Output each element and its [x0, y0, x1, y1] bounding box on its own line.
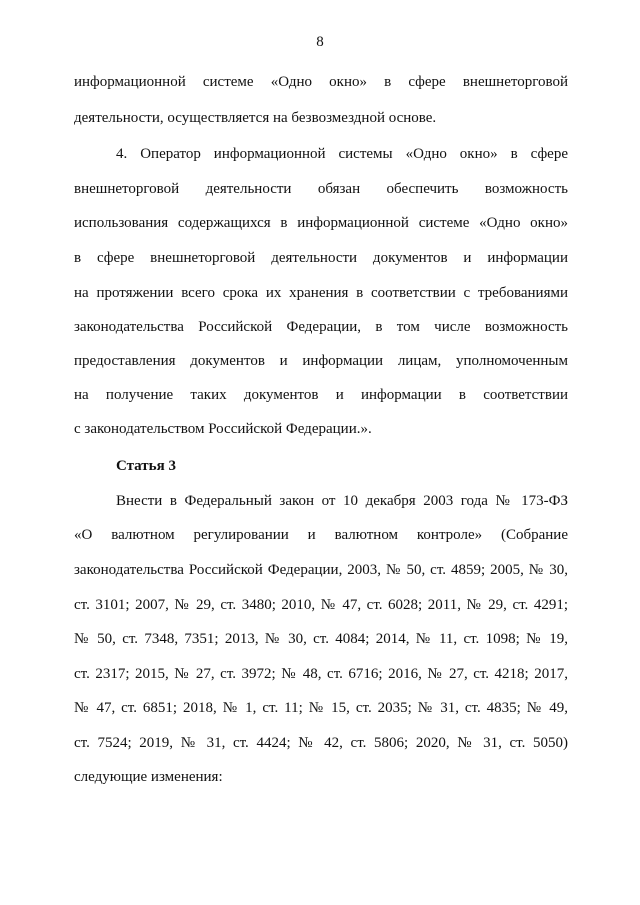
text-line: внешнеторговой деятельности обязан обеспечить возможность: [74, 181, 568, 197]
text-line: 4. Оператор информационной системы «Одно окно» в сфере: [116, 146, 568, 162]
text-line: деятельности, осуществляется на безвозмездной основе.: [74, 110, 437, 126]
text-line: с законодательством Российской Федерации.».: [74, 421, 372, 437]
article-heading: Статья 3: [116, 458, 176, 474]
text-line: на протяжении всего срока их хранения в соответствии с требованиями: [74, 285, 568, 301]
text-line: на получение таких документов и информации в соответствии: [74, 387, 568, 403]
text-line: информационной системе «Одно окно» в сфере внешнеторговой: [74, 74, 568, 90]
text-line: ст. 7524; 2019, № 31, ст. 4424; № 42, ст. 5806; 2020, № 31, ст. 5050): [74, 735, 568, 751]
text-line: предоставления документов и информации лицам, уполномоченным: [74, 353, 568, 369]
text-line: ст. 2317; 2015, № 27, ст. 3972; № 48, ст. 6716; 2016, № 27, ст. 4218; 2017,: [74, 666, 568, 682]
text-line: № 50, ст. 7348, 7351; 2013, № 30, ст. 4084; 2014, № 11, ст. 1098; № 19,: [74, 631, 568, 647]
text-line: следующие изменения:: [74, 769, 223, 785]
text-line: Внести в Федеральный закон от 10 декабря 2003 года № 173-ФЗ: [116, 493, 568, 509]
text-line: № 47, ст. 6851; 2018, № 1, ст. 11; № 15, ст. 2035; № 31, ст. 4835; № 49,: [74, 700, 568, 716]
text-line: законодательства Российской Федерации, в том числе возможность: [74, 319, 568, 335]
text-line: «О валютном регулировании и валютном контроле» (Собрание: [74, 527, 568, 543]
text-line: ст. 3101; 2007, № 29, ст. 3480; 2010, № 47, ст. 6028; 2011, № 29, ст. 4291;: [74, 597, 568, 613]
text-line: в сфере внешнеторговой деятельности документов и информации: [74, 250, 568, 266]
text-line: использования содержащихся в информационной системе «Одно окно»: [74, 215, 568, 231]
text-line: законодательства Российской Федерации, 2003, № 50, ст. 4859; 2005, № 30,: [74, 562, 568, 578]
page-number: 8: [316, 34, 324, 50]
